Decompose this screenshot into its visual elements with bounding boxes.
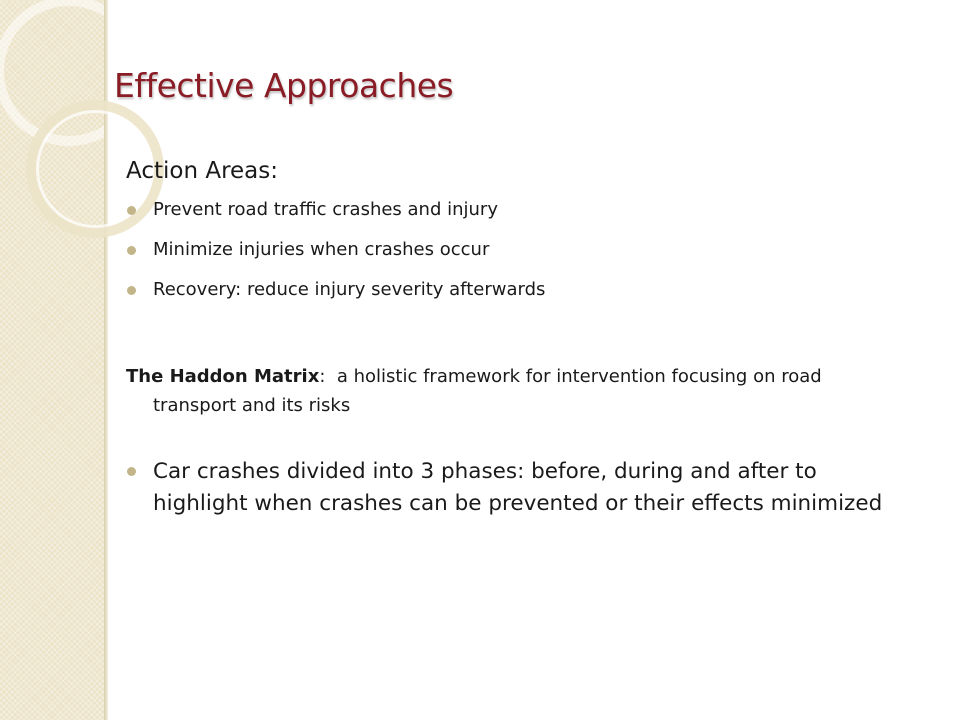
bullet-dot-icon	[127, 467, 136, 476]
list-item	[126, 278, 896, 302]
list-item-text: Minimize injuries when crashes occur	[153, 239, 490, 260]
action-areas-list	[126, 198, 896, 302]
list-item-text: Prevent road traffic crashes and injury	[153, 199, 498, 220]
bullet-dot-icon	[127, 206, 136, 215]
bullet-dot-icon	[127, 286, 136, 295]
slide-content	[126, 158, 896, 520]
action-areas-heading: Action Areas:	[126, 158, 279, 184]
haddon-matrix-term: The Haddon Matrix	[126, 366, 320, 387]
haddon-matrix-paragraph	[126, 362, 896, 420]
bullet-dot-icon	[127, 246, 136, 255]
slide-title: Effective Approaches	[114, 66, 454, 105]
phases-bullet	[126, 456, 896, 520]
haddon-matrix-colon: :	[319, 366, 326, 387]
haddon-matrix-description: a holistic framework for intervention focusing on road transport and its risks	[153, 366, 828, 416]
list-item	[126, 238, 896, 262]
list-item	[126, 198, 896, 222]
list-item-text: Recovery: reduce injury severity afterwards	[153, 279, 546, 300]
phases-bullet-text: Car crashes divided into 3 phases: before, during and after to highlight when crashes can be prevented or their effects minimized	[153, 459, 883, 516]
